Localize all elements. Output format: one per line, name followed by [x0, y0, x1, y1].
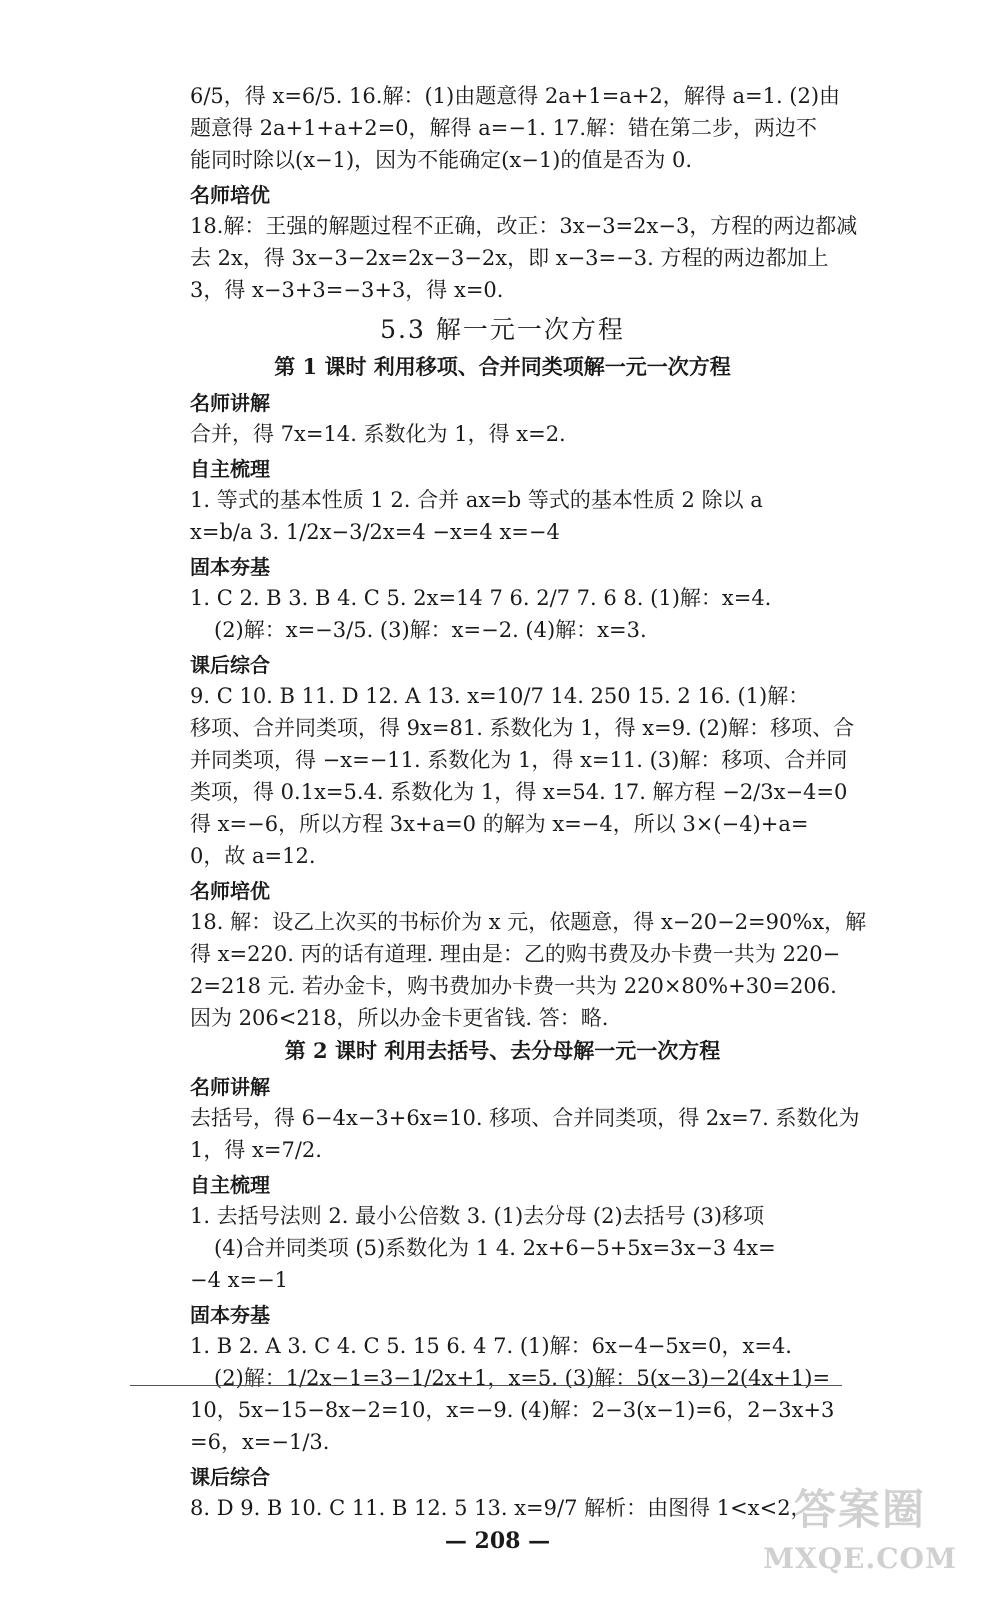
text-line: =6，x=−1/3. — [190, 1430, 330, 1454]
site-watermark — [740, 1478, 980, 1593]
text-line: 得 x=220. 丙的话有道理. 理由是：乙的购书费及办卡费一共为 220− — [190, 942, 841, 966]
page-divider — [130, 1385, 842, 1386]
section-heading: 课后综合 — [190, 1465, 270, 1489]
section-heading: 自主梳理 — [190, 457, 270, 481]
text-line: x=b/a 3. 1/2x−3/2x=4 −x=4 x=−4 — [190, 520, 560, 544]
lesson-title: 第 2 课时 利用去括号、去分母解一元一次方程 — [284, 1038, 721, 1063]
section-heading: 名师培优 — [190, 879, 270, 903]
section-heading: 固本夯基 — [190, 1303, 270, 1327]
text-line: 移项、合并同类项，得 9x=81. 系数化为 1，得 x=9. (2)解：移项、合 — [190, 716, 855, 740]
text-line: (2)解：x=−3/5. (3)解：x=−2. (4)解：x=3. — [214, 618, 647, 642]
text-line: 2=218 元. 若办金卡，购书费加办卡费一共为 220×80%+30=206. — [190, 974, 837, 998]
text-line: −4 x=−1 — [190, 1268, 289, 1292]
text-line: 1. C 2. B 3. B 4. C 5. 2x=14 7 6. 2/7 7. 6 8. (1)解：x=4. — [190, 586, 772, 610]
text-line: 得 x=−6，所以方程 3x+a=0 的解为 x=−4，所以 3×(−4)+a= — [190, 812, 809, 836]
watermark-url: MXQE.COM — [763, 1542, 957, 1575]
text-line: 类项，得 0.1x=5.4. 系数化为 1，得 x=54. 17. 解方程 −2/3x−4=0 — [190, 780, 848, 804]
text-line: 并同类项，得 −x=−11. 系数化为 1，得 x=11. (3)解：移项、合并同 — [190, 748, 848, 772]
text-line: 题意得 2a+1+a+2=0，解得 a=−1. 17.解：错在第二步，两边不 — [190, 116, 818, 140]
section-heading: 课后综合 — [190, 653, 270, 677]
text-line: 9. C 10. B 11. D 12. A 13. x=10/7 14. 250 15. 2 16. (1)解： — [190, 684, 810, 708]
text-line: 18.解：王强的解题过程不正确，改正：3x−3=2x−3，方程的两边都减 — [190, 214, 858, 238]
section-heading: 名师培优 — [190, 183, 270, 207]
text-line: 1. 去括号法则 2. 最小公倍数 3. (1)去分母 (2)去括号 (3)移项 — [190, 1204, 765, 1228]
chapter-section-title: 5.3 解一元一次方程 — [380, 315, 625, 344]
lesson-title: 第 1 课时 利用移项、合并同类项解一元一次方程 — [274, 354, 731, 379]
section-heading: 名师讲解 — [190, 391, 270, 415]
text-line: (2)解：1/2x−1=3−1/2x+1，x=5. (3)解：5(x−3)−2(4x+1)= — [214, 1366, 831, 1390]
answer-text-block — [190, 80, 867, 1524]
text-line: 1，得 x=7/2. — [190, 1138, 322, 1162]
text-line: 1. B 2. A 3. C 4. C 5. 15 6. 4 7. (1)解：6x−4−5x=0，x=4. — [190, 1334, 792, 1358]
section-heading: 自主梳理 — [190, 1173, 270, 1197]
text-line: 18. 解：设乙上次买的书标价为 x 元，依题意，得 x−20−2=90%x，解 — [190, 910, 867, 934]
text-line: 0，故 a=12. — [190, 844, 316, 868]
text-line: 8. D 9. B 10. C 11. B 12. 5 13. x=9/7 解析：由图得 1<x<2， — [190, 1496, 812, 1520]
text-line: 合并，得 7x=14. 系数化为 1，得 x=2. — [190, 422, 566, 446]
text-line: 1. 等式的基本性质 1 2. 合并 ax=b 等式的基本性质 2 除以 a — [190, 488, 763, 512]
text-line: 能同时除以(x−1)，因为不能确定(x−1)的值是否为 0. — [190, 148, 693, 172]
text-line: 3，得 x−3+3=−3+3，得 x=0. — [190, 278, 504, 302]
watermark-logo-text: 答案圈 — [793, 1485, 926, 1534]
text-line: (4)合并同类项 (5)系数化为 1 4. 2x+6−5+5x=3x−3 4x= — [214, 1236, 776, 1260]
page-number: — 208 — — [444, 1528, 551, 1554]
text-line: 去 2x，得 3x−3−2x=2x−3−2x，即 x−3=−3. 方程的两边都加上 — [190, 246, 829, 270]
text-line: 因为 206<218，所以办金卡更省钱. 答：略. — [190, 1006, 609, 1030]
section-heading: 名师讲解 — [190, 1075, 270, 1099]
text-line: 10，5x−15−8x−2=10，x=−9. (4)解：2−3(x−1)=6，2−3x+3 — [190, 1398, 835, 1422]
text-line: 去括号，得 6−4x−3+6x=10. 移项、合并同类项，得 2x=7. 系数化为 — [190, 1106, 860, 1130]
section-heading: 固本夯基 — [190, 555, 270, 579]
text-line: 6/5，得 x=6/5. 16.解：(1)由题意得 2a+1=a+2，解得 a=1. (2)由 — [190, 84, 841, 108]
